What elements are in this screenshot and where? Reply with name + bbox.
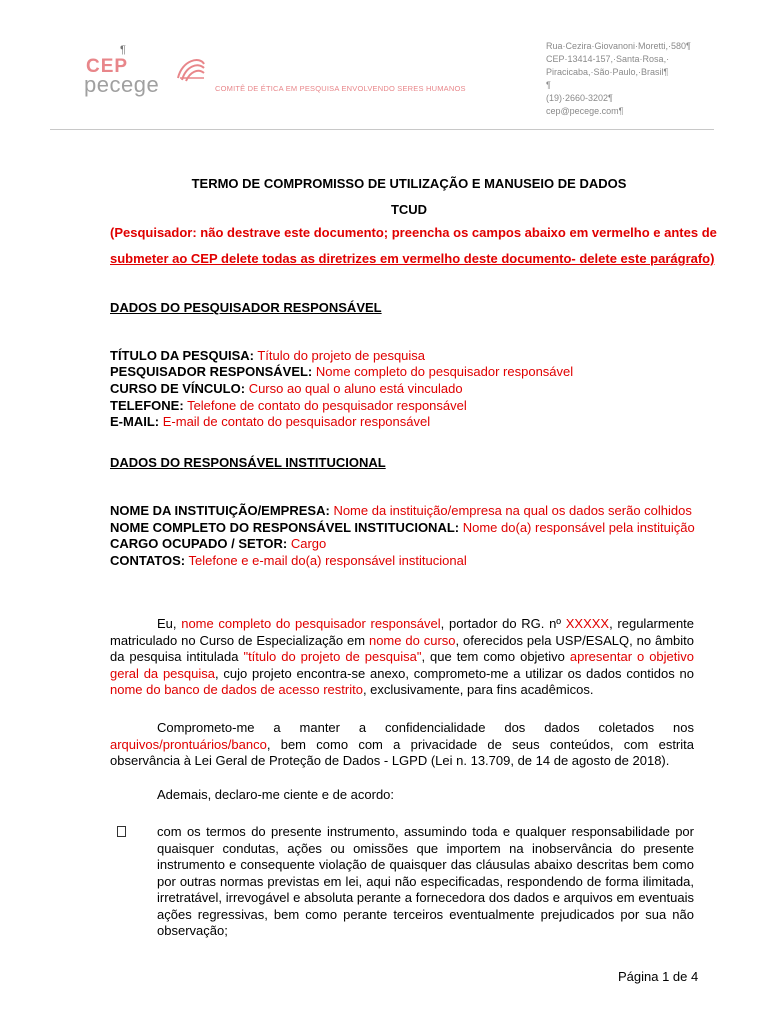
field-label: CONTATOS: <box>110 553 186 568</box>
field-label: NOME DA INSTITUIÇÃO/EMPRESA: <box>110 503 330 518</box>
address-line: Rua·Cezira·Giovanoni·Moretti,·580¶ <box>546 41 691 51</box>
placeholder-course[interactable]: nome do curso <box>368 632 456 648</box>
cep-logo <box>84 56 214 100</box>
address-block <box>546 40 691 118</box>
field-value[interactable]: Telefone e e-mail do(a) responsável institucional <box>188 553 467 568</box>
logo-cep-text: CEP <box>86 56 129 77</box>
text-run: , oferecidos pela USP/ESALQ, no âmbito da pesquisa intitulada <box>110 632 694 664</box>
field-label: TÍTULO DA PESQUISA: <box>110 348 254 363</box>
document-title: TERMO DE COMPROMISSO DE UTILIZAÇÃO E MANUSEIO DE DADOS <box>191 176 627 191</box>
field-row <box>110 553 700 569</box>
logo-pecege-text: pecege <box>84 72 160 97</box>
header-pilcrow: ¶ <box>120 44 126 56</box>
address-line: cep@pecege.com¶ <box>546 106 624 116</box>
text-run: Comprometo-me a manter a confidencialidade dos dados coletados nos <box>157 720 694 735</box>
text-run: , regularmente matriculado no Curso de Especialização em <box>110 616 695 648</box>
field-value[interactable]: Nome da instituição/empresa na qual os dados serão colhidos <box>333 503 692 518</box>
field-row <box>110 414 700 430</box>
agreement-intro: Ademais, declaro-me ciente e de acordo: <box>157 787 395 802</box>
logo-swirl-icon <box>174 54 208 84</box>
field-value[interactable]: Cargo <box>290 536 327 551</box>
field-value[interactable]: Nome completo do pesquisador responsável <box>315 364 574 379</box>
declaration-paragraph <box>110 616 694 699</box>
text-run: , portador do RG. nº <box>440 616 566 631</box>
field-row <box>110 381 700 397</box>
researcher-heading: DADOS DO PESQUISADOR RESPONSÁVEL <box>110 300 382 315</box>
field-label: CURSO DE VÍNCULO: <box>110 381 246 396</box>
placeholder-rg[interactable]: XXXXX <box>565 616 610 631</box>
placeholder-database[interactable]: nome do banco de dados de acesso restrito <box>110 682 363 697</box>
committee-name: COMITÊ DE ÉTICA EM PESQUISA ENVOLVENDO SERES HUMANOS <box>215 84 466 93</box>
field-label: TELEFONE: <box>110 398 184 413</box>
field-label: CARGO OCUPADO / SETOR: <box>110 536 288 551</box>
text-run: Eu, <box>157 616 182 631</box>
placeholder-researcher-name[interactable]: nome completo do pesquisador responsável <box>181 616 441 631</box>
field-row <box>110 348 700 364</box>
bullet-clause: com os termos do presente instrumento, assumindo toda e qualquer responsabilidade por quaisquer condutas, ações ou omissões que importem na inobservância do presente instrumento e consequente violação de quaisquer das cláusulas abaixo descritas bem como por outras normas previstas em lei, aqui não especificadas, respondendo de forma ilimitada, irretratável, irrevogável e absoluta perante a fornecedora dos dados e arquivos em eventuais ações regressivas, bem como perante terceiros eventualmente prejudicados por sua não observação; <box>157 824 694 938</box>
instruction-note-line1: (Pesquisador: não destrave este documento; preencha os campos abaixo em vermelho e antes de <box>110 225 717 240</box>
institution-heading: DADOS DO RESPONSÁVEL INSTITUCIONAL <box>110 455 386 470</box>
field-label: NOME COMPLETO DO RESPONSÁVEL INSTITUCIONAL: <box>110 520 460 535</box>
field-label: E-MAIL: <box>110 414 160 429</box>
placeholder-objective[interactable]: apresentar o objetivo geral da pesquisa <box>110 649 694 681</box>
field-value[interactable]: Nome do(a) responsável pela instituição <box>462 520 695 535</box>
field-label: PESQUISADOR RESPONSÁVEL: <box>110 364 313 379</box>
field-value[interactable]: Título do projeto de pesquisa <box>257 348 426 363</box>
text-run: , que tem como objetivo <box>421 649 570 664</box>
field-value[interactable]: E-mail de contato do pesquisador responsável <box>162 414 431 429</box>
document-abbr: TCUD <box>390 202 428 217</box>
header <box>0 0 768 135</box>
text-run: , bem como com a privacidade de seus conteúdos, com estrita observância à Lei Geral de Proteção de Dados - LGPD (Lei n. 13.709, de 14 de agosto de 2018). <box>110 736 694 768</box>
text-run: , exclusivamente, para fins acadêmicos. <box>362 682 594 697</box>
address-line: CEP·13414-157,·Santa·Rosa,· <box>546 54 670 64</box>
field-row <box>110 520 700 536</box>
instruction-note-line2: submeter ao CEP delete todas as diretrizes em vermelho deste documento- delete este parágrafo) <box>110 251 715 266</box>
field-value[interactable]: Curso ao qual o aluno está vinculado <box>248 381 463 396</box>
placeholder-project-title[interactable]: "título do projeto de pesquisa" <box>243 649 422 664</box>
address-line: ¶ <box>546 80 551 90</box>
text-run: , cujo projeto encontra-se anexo, comprometo-me a utilizar os dados contidos no <box>214 665 694 681</box>
page-number: Página 1 de 4 <box>618 969 699 984</box>
placeholder-archives[interactable]: arquivos/prontuários/banco <box>110 736 267 752</box>
address-line: (19)·2660-3202¶ <box>546 93 613 103</box>
confidentiality-paragraph <box>110 720 694 770</box>
bullet-square-icon <box>117 826 126 837</box>
field-row <box>110 398 700 414</box>
header-divider <box>50 129 714 130</box>
field-value[interactable]: Telefone de contato do pesquisador responsável <box>187 398 467 413</box>
field-row <box>110 364 700 380</box>
field-row <box>110 503 700 519</box>
address-line: Piracicaba,·São·Paulo,·Brasil¶ <box>546 67 669 77</box>
field-row <box>110 536 700 552</box>
